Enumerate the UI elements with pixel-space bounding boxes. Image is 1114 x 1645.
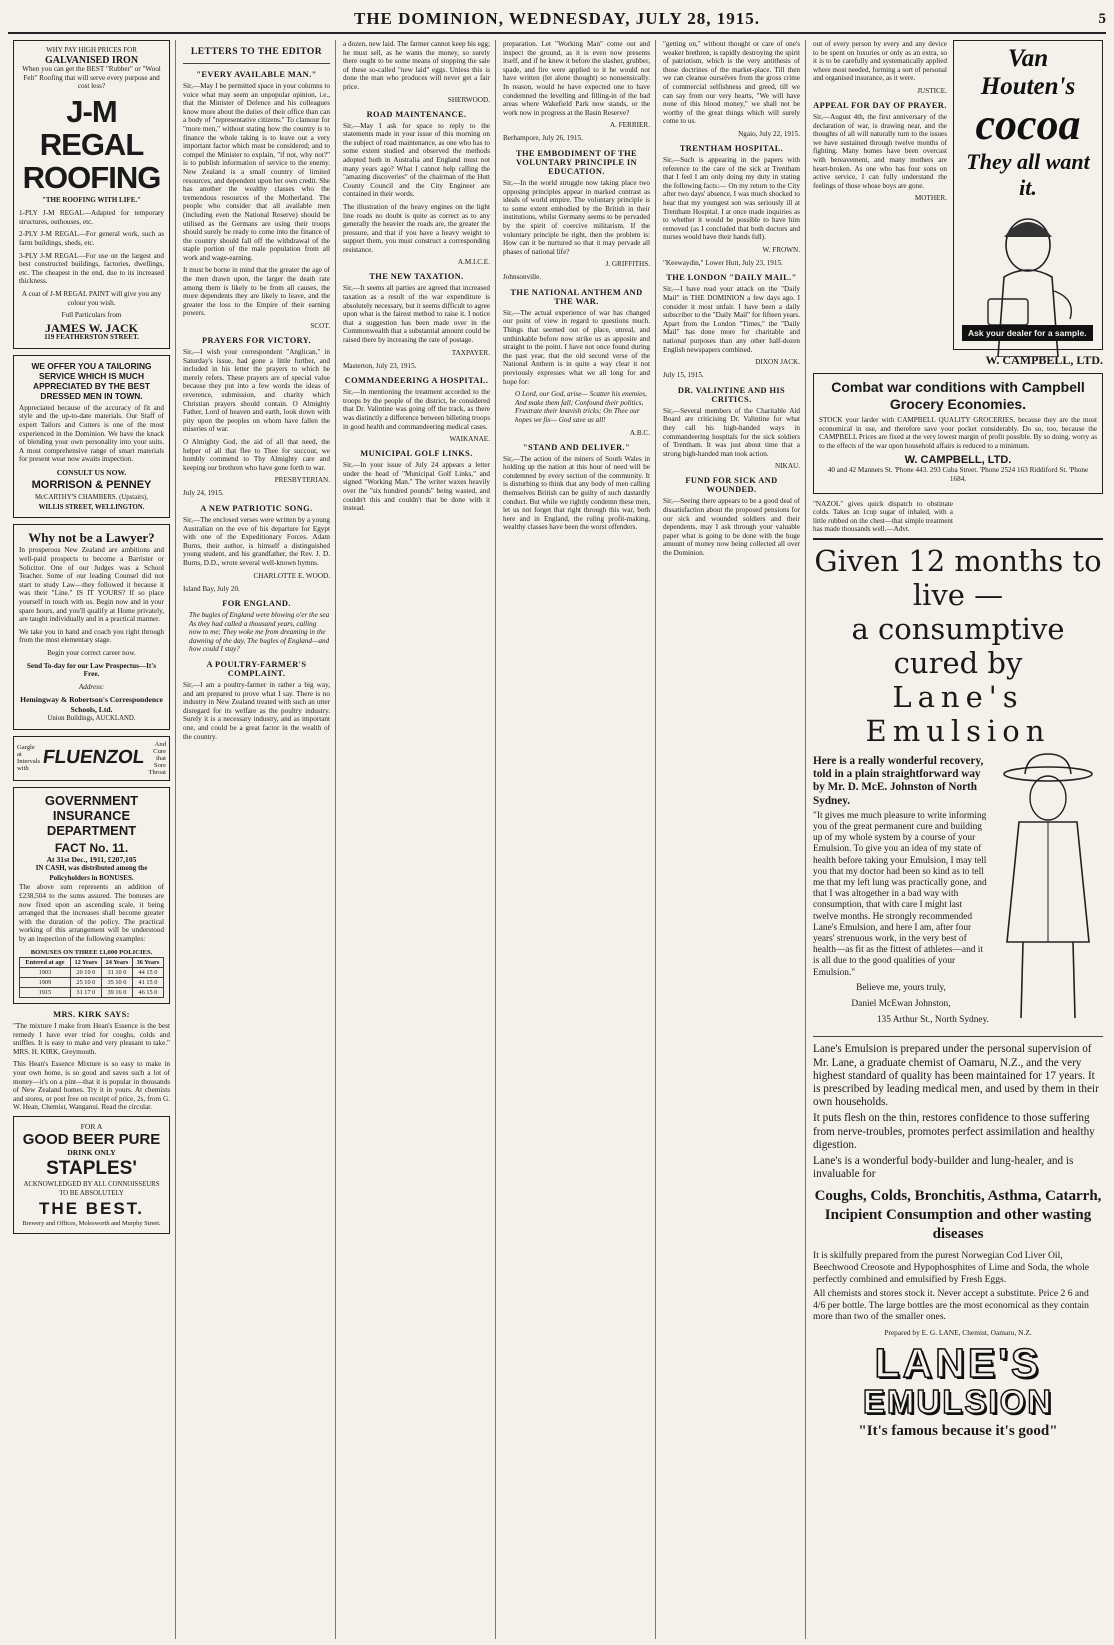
ad-tailor-chambers: McCARTHY'S CHAMBERS. (Upstairs), (35, 494, 148, 502)
ad-lawyer (13, 524, 170, 729)
ad-lane-logo1: LANE'S (874, 1340, 1042, 1387)
column-1-ads (8, 40, 176, 1639)
letter-body: Sir,—Several members of the Charitable Aid Board are criticising Dr. Valintine for what they call his high-handed ways in commandeering hospitals for the sick soldiers of Trentham. It was just about time that a strong high-handed man took action. (663, 406, 800, 458)
ad-lane-h3: Lane's Emulsion (865, 679, 1051, 748)
ad-kirk-body2: This Hean's Essence Mixture is so easy to make in your own home, is so good and saves such a lot of money—it's on a pint—that it is popular in thousands of New Zealand homes. Try it in yours. At chemists and stores, or post free on receipt of price, 2s, from G. W. Hean, Chemist, Wanganui. Read the circular. (13, 1060, 170, 1112)
letter-title: APPEAL FOR DAY OF PRAYER. (813, 100, 947, 110)
letter-signature: A.M.I.C.E. (457, 258, 490, 267)
section-heading-letters: LETTERS TO THE EDITOR (190, 46, 323, 57)
column-4-letters (498, 40, 656, 1639)
ad-lawyer-auck: Union Buildings, AUCKLAND. (47, 715, 136, 723)
ad-lane-p3: Lane's is a wonderful body-builder and lung-healer, and is invaluable for (813, 1155, 1074, 1181)
letter-body: Sir,—May I ask for space to reply to the statements made in your issue of this morning on the subject of road maintenance, as one who has to some extent studied and observed the methods adopted both in Australia and England must not many years ago? What I cannot help calling the "amazing discoveries" of the chairman of the Hutt County Council and the City Engineer are contained in their words. (343, 121, 490, 199)
letter-body: Sir,—May I be permitted space in your columns to voice what may seem an unpopular opinion, i.e., that the Minister of Defence and his colleagues know more about the duties of their office than can a body of "representative citizens." To clamour for "more men," without stating how the country is to finance the whole taking is to leave out a very important factor which must be considered; and to compel the Minister to explain, "if not, why not?" is to publish information of service to the enemy. New Zealand is a small country of limited resources, and dependent upon her own credit. She has another the wealthy classes who the tremendous resources of the Motherland. The people who consider that all available men (including even the National Reserve) should be utilised as the Germans are using their troops should surely be ready to come into the finance of the country should fall off the withdrawal of the staple portion of the male population from all work and wage-earning. (183, 82, 330, 262)
letter-body: Sir,—I wish your correspondent "Anglican," in Saturday's issue, had gone a little further, and included in his letter the prayers to which he merely refers. These prayers are of special value because they put into a few words the ideas of reverence, submission, and charity which Christian prayers should contain. O Almighty Father, Lord of heaven and earth, look down with pity upon the peoples on whom have fallen the miseries of war. (183, 348, 330, 434)
table-row (20, 978, 164, 988)
top-right-block (813, 40, 1103, 350)
ad-lane-testimonial (813, 752, 1103, 1030)
column-2-letters (178, 40, 336, 1639)
ad-hean-essence (13, 1010, 170, 1112)
ad-fluenzol (13, 736, 170, 781)
ad-jm-agent: JAMES W. JACK (44, 320, 139, 335)
ad-gov-date: At 31st Dec., 1911, £207,105 (46, 854, 137, 864)
table-cell: 1909 (20, 978, 71, 988)
ad-jm-particulars: Full Particulars from (61, 311, 122, 320)
ad-gov-sub: IN CASH, was distributed among the Policyholders in BONUSES. (35, 864, 148, 882)
letter-title: THE NATIONAL ANTHEM AND THE WAR. (510, 287, 643, 306)
ad-camp-body: STOCK your larder with CAMPBELL QUALITY GROCERIES, because they are the most economical in use, and therefore save your pocket considerably. Do so, too, because the CAMPBELL Prices are fixed at the very lowest margin of profit possible. By so doing, worry as to the effects of the war upon household affairs is reduced to a minimum. (819, 416, 1097, 450)
ad-vh-dealer: Ask your dealer for a sample. (962, 325, 1093, 341)
table-cell: 35 10 0 (101, 978, 132, 988)
ad-lane-man-illustration (993, 752, 1103, 1022)
ad-beer-ack: ACKNOWLEDGED BY ALL CONNOISSEURS TO BE ABSOLUTELY (23, 1180, 160, 1198)
ad-gov-body: The above sum represents an addition of £238,504 to the sums assured. The bonuses are now fixed upon an ascending scale, it being arranged that the increases shall become greater with the duration of the policy. The practical working of this arrangement will be understood by an inspection of the following examples: (19, 883, 164, 943)
ad-jm-address: 119 FEATHERSTON STREET. (44, 333, 139, 342)
masthead-title: THE DOMINION, WEDNESDAY, JULY 28, 1915. (354, 9, 760, 28)
poem-text: The bugles of England were blowing o'er the sea As they had called a thousand years, calling now to me; They woke me from dreaming in the dawning of the day, The bugles of England—and how could I stay? (189, 611, 330, 654)
ad-lane-logo2: EMULSION (862, 1383, 1054, 1421)
letter-date: July 24, 1915. (183, 489, 224, 498)
poem-title: FOR ENGLAND. (222, 599, 291, 609)
letter-signature: NIKAU. (775, 462, 800, 471)
ad-lanes-emulsion (813, 538, 1103, 1440)
letter-signature: TAXPAYER. (451, 348, 490, 357)
table-cell: 20 10 0 (70, 968, 101, 978)
column-3-letters (338, 40, 496, 1639)
ad-jm-item-1: 1-PLY J-M REGAL—Adapted for temporary structures, outhouses, etc. (19, 209, 164, 226)
ad-tailor-consult: CONSULT US NOW. (56, 467, 127, 477)
ad-lane-prepared: Prepared by E. G. LANE, Chemist, Oamaru, N.Z. (884, 1328, 1032, 1337)
table-cell: 31 10 0 (101, 968, 132, 978)
letter-body: out of every person by every and any device to be spent on luxuries or only as an extra, so it is to be carefully and systematically applied where most needed, forming a sort of personal and organised insurance, as it were. (813, 40, 947, 83)
ad-gov-fact: FACT No. 11. (54, 840, 129, 855)
ad-tailor-firm: MORRISON & PENNEY (31, 479, 152, 492)
ad-van-houten (953, 40, 1103, 350)
ad-lawyer-school: Hemingway & Robertson's Correspondence Schools, Ltd. (20, 695, 163, 714)
ad-gov-head: GOVERNMENT INSURANCE DEPARTMENT (44, 792, 139, 838)
letter-date: July 15, 1915. (663, 371, 704, 380)
letter-title: COMMANDEERING A HOSPITAL. (344, 376, 489, 386)
page-number: 5 (1098, 10, 1106, 27)
ad-kirk-body: "The mixture I make from Hean's Essence is the best remedy I have ever tried for coughs, colds and sniffles. It is easy to make and very pleasant to take." MRS. H. KIRK, Greymouth. (13, 1022, 170, 1056)
ad-jm-intro: When you can get the BEST "Rubber" or "Wool Felt" Roofing that will serve every purpose and cost less? (22, 65, 161, 91)
ad-vh-name: Van Houten's (980, 45, 1076, 100)
letter-body: Sir,—I am a poultry-farmer in rather a big way, and am prepared to prove what I say. There is no industry in New Zealand treated with such an utter disregard for its welfare as the poultry industry. Surely it is a necessary industry, and as important one, and could be a great factor in the wealth of the country. (183, 681, 330, 741)
table-cell: 41 15 0 (132, 978, 163, 988)
ad-vh-product: cocoa (975, 100, 1081, 149)
ad-gov-th: 36 Years (132, 958, 163, 968)
letter-title: DR. VALINTINE AND HIS CRITICS. (677, 385, 786, 404)
ad-tailor-head: WE OFFER YOU A TAILORING SERVICE WHICH IS MUCH APPRECIATED BY THE BEST DRESSED MEN IN TOWN. (31, 360, 152, 401)
ad-beer-for: FOR A (80, 1121, 103, 1131)
ad-lawyer-body: In prosperous New Zealand are ambitions and well-paid prospects to become a Barrister or Solicitor. One of our Judges was a School Teacher. Some of our leading Counsel did not start to study Law—they followed it because it was their "Line." IS IT YOURS? If so place yourself in touch with us. Begin now and in your spare hours, and you'll qualify at Home privately, are taught individually and in a practical manner. (19, 546, 164, 624)
ad-fluenzol-left: Gargle at Intervals with (17, 744, 41, 773)
ad-lane-believe: Believe me, yours truly, (856, 982, 946, 993)
letter-body: Sir,—The actual experience of war has changed our point of view in regard to questions much. Things that seemed out of place, unreal, and unthinkable before now strike us as apposite and straight to the point. I have not once found during the past year, that the old second verse of the National Anthem is in quite a way clear it not previously expresses what we all long for and hope for: (503, 308, 650, 386)
letter-signature: A. FERRIER. (609, 121, 650, 130)
ad-beer-addr: Brewery and Offices, Molesworth and Murphy Street. (22, 1219, 161, 1227)
table-row (20, 968, 164, 978)
letter-signature: W. FROWN. (762, 245, 800, 254)
ad-lane-list: Coughs, Colds, Bronchitis, Asthma, Catarrh, Incipient Consumption and other wasting diseases (814, 1188, 1102, 1243)
letter-title: ROAD MAINTENANCE. (366, 109, 467, 119)
ad-gov-th: Entered at age (20, 958, 71, 968)
ad-jm-paint: A coat of J-M REGAL PAINT will give you any colour you wish. (21, 290, 162, 307)
anthem-verse: O Lord, our God, arise— Scatter his enemies, And make them fall; Confound their politics, Frustrate their knavish tricks; On Thee our hopes we fix— God save us all! (515, 390, 647, 424)
ad-gov-th: 24 Years (101, 958, 132, 968)
masthead (8, 6, 1106, 34)
letter-title: A POULTRY-FARMER'S COMPLAINT. (206, 660, 307, 679)
letter-signature: A.B.C. (629, 428, 650, 437)
letter-title: PRAYERS FOR VICTORY. (202, 336, 311, 346)
ad-campbell (813, 373, 1103, 494)
table-cell: 39 16 0 (101, 988, 132, 998)
table-row (20, 988, 164, 998)
letter-body: Sir,—It seems all parties are agreed that increased taxation as a result of the war expenditure is absolutely necessary, but it seems difficult to agree upon what is the fairest method to raise it. I notice that a suggestion has been made over in the Commonwealth that a substantial amount could be raised there by increasing the rate of postage. (343, 284, 490, 345)
ad-lane-p1: Lane's Emulsion is prepared under the personal supervision of Mr. Lane, a graduate chemist of Oamaru, N.Z., and the very highest standard of quality has been maintained for 17 years. It is prescribed by leading medical men, and used by them in their own households. (813, 1043, 1099, 1109)
ad-jm-title: J-M REGAL ROOFING (22, 93, 161, 195)
letter-signature: SHERWOOD. (447, 95, 490, 104)
ad-beer-best: THE BEST. (39, 1198, 144, 1218)
ad-lawyer-enrol: We take you in hand and coach you right through from the most elementary stage. (19, 627, 164, 645)
letter-body: Sir,—Seeing there appears to be a good deal of dissatisfaction about the proposed pensions for our sick and wounded soldiers and their dependents, may I ask through your valuable paper what is going to be done with the huge amount of money now being collected all over the Dominion. (663, 497, 800, 557)
letter-place: Island Bay, July 20. (183, 584, 240, 593)
column-6-ads (808, 40, 1108, 1639)
ad-kirk-head: MRS. KIRK SAYS: (53, 1010, 130, 1020)
ad-fluenzol-right: And Cure that Sore Throat (148, 740, 166, 776)
letter-signature: PRESBYTERIAN. (274, 476, 330, 485)
ad-jm-top: WHY PAY HIGH PRICES FOR (46, 46, 137, 54)
letter-signature: Ngaio, July 22, 1915. (738, 129, 800, 138)
ad-lane-intro: Here is a really wonderful recovery, told in a plain straightforward way by Mr. D. McE. Johnston of North Sydney. (813, 754, 984, 807)
table-cell: 1915 (20, 988, 71, 998)
ad-lane-p2: It puts flesh on the thin, restores confidence to those suffering from nerve-troubles, promotes perfect assimilation and healthy digestion. (813, 1112, 1095, 1151)
letter-body: Sir,—August 4th, the first anniversary of the declaration of war, is drawing near, and the thoughts of all will naturally turn to the issues we have sustained through twelve months of fighting. Many homes have been overcast with bereavement, and many mothers are heart-broken. As one who has four sons on active service, I can fully understand the feelings of those whose boys are gone. (813, 112, 947, 190)
letter-title: TRENTHAM HOSPITAL. (679, 143, 784, 153)
letter-body: "getting on," without thought or care of one's weaker brethren, is rapidly destroying the spirit of patriotism, which is the very antithesis of those doctrines of the market-place. Till then we can cleanse ourselves from the gross crime of commercial selfishness and greed, till we can say from our very hearts, "We will have none of this blood money," we shall not be worthy of the great things which will surely come to us. (663, 40, 800, 126)
ad-gov-table (19, 957, 164, 998)
table-cell: 44 15 0 (132, 968, 163, 978)
ad-lawyer-head: Why not be a Lawyer? (28, 530, 155, 546)
ad-lane-addr: 135 Arthur St., North Sydney. (876, 1015, 989, 1026)
letter-place: Johnsonville. (503, 273, 542, 282)
letter-body: Sir,—I have read your attack on the "Daily Mail" in THE DOMINION a few days ago. I consider it most unfair. I have been a daily subscriber to the "Daily Mail" for fifteen years. Apart from the London "Times," the "Daily Mail" has done more for charitable and national purposes than any other half-dozen English newspapers combined. (663, 285, 800, 354)
letter-title: THE NEW TAXATION. (369, 272, 464, 282)
misc-letters (813, 40, 947, 350)
ad-jm-item-3: 3-PLY J-M REGAL—For use on the largest and best constructed buildings, factories, dwellings, etc. The cheapest in the end, due to its increased thickness. (19, 251, 164, 286)
ad-nazol: "NAZOL" gives quick dispatch to obstinate colds. Takes an 1cup sugar of inhaled, with a little rubbed on the chest—that simple treatment has made thousands well.—Advt. (813, 499, 953, 534)
ad-beer-good: GOOD BEER PURE (22, 1131, 161, 1149)
ad-jm-regal (13, 40, 170, 349)
letter-title: FUND FOR SICK AND WOUNDED. (685, 476, 778, 495)
letter-title: "STAND AND DELIVER." (522, 442, 631, 452)
ad-vh-tagline: They all want it. (966, 149, 1090, 200)
letter-body: Sir,—The enclosed verses were written by a young Australian on the eve of his departure for Egypt with one of the Expeditionary Forces. Adam Burns, their author, is himself a distinguished young student, and his grandfather, the Rev. J. D. Burns, D.D., wrote several well-known hymns. (183, 515, 330, 567)
ad-morrison-penney (13, 355, 170, 519)
table-cell: 31 17 0 (70, 988, 101, 998)
letter-signature: CHARLOTTE E. WOOD. (253, 571, 330, 580)
ad-lane-tag: "It's famous because it's good" (858, 1423, 1058, 1440)
letter-title: "EVERY AVAILABLE MAN." (196, 70, 317, 79)
letter-body: a dozen, new laid. The farmer cannot keep his egg; he must sell, as he wants the money, so surely there ought to be some means of stopping the sale of these so-called "new laid" eggs. Unless this is done the man who produces will never get a fair price. (343, 40, 490, 91)
ad-tailor-body: Appreciated because of the accuracy of fit and style and the up-to-date materials. Our Staff of expert Tailors and Cutters is one of the most experienced in the Dominion. We have the knack of blending your own personality into your suits. A most comprehensive range of smart materials for present wear now awaits inspection. (19, 403, 164, 464)
letter-body: Sir,—In the world struggle now taking place two opposing principles appear in marked contrast as ideals of world empire. The voluntary principle is to some extent embodied by the British in their institutions, whilst Germany seems to be pervaded by the spirit of coercive militarism. If the voluntary principle be right, then the problem is: How can it be nurtured so that it may pervade all phases of national life? (503, 178, 650, 256)
letter-title: THE LONDON "DAILY MAIL." (666, 273, 797, 283)
ad-tailor-street: WILLIS STREET, WELLINGTON. (38, 503, 145, 511)
ad-gov-caption: BONUSES ON THREE £1,000 POLICIES. (30, 948, 153, 956)
ad-gov-insurance (13, 787, 170, 1004)
ad-jm-tagline: "THE ROOFING WITH LIFE." (41, 195, 142, 204)
ad-lane-h1: Given 12 months to live — (814, 543, 1102, 612)
letter-signature: SCOT. (310, 322, 330, 331)
table-cell: 25 10 0 (70, 978, 101, 988)
letter-title: A NEW PATRIOTIC SONG. (200, 503, 313, 513)
letter-signature: MOTHER. (914, 194, 947, 203)
table-cell: 1903 (20, 968, 71, 978)
letter-body: Sir,—Such is appearing in the papers with reference to the care of the sick at Trentham that I feel I am only doing my duty in stating the following facts:— On my return to the City after two days' absence, I was much shocked to hear that my youngest son was seriously ill at Trentham Hospital. I at once made inquiries as to whether it would be possible to have him removed (as I concluded that both doctors and nurses would have their hands full). (663, 155, 800, 242)
letter-place: Berhampore, July 26, 1915. (503, 134, 583, 143)
letter-signature: WAIKANAE. (449, 435, 490, 444)
ad-beer-staples: STAPLES' (46, 1157, 137, 1179)
ad-gov-th: 12 Years (70, 958, 101, 968)
ad-lawyer-begin: Begin your correct career now. (47, 649, 136, 657)
letter-place: "Keewaydin," Lower Hutt, July 23, 1915. (663, 258, 783, 267)
campbell-sign-top: W. CAMPBELL, LTD. (985, 353, 1103, 367)
letter-body: The illustration of the heavy engines on the light line roads no doubt is quite as correct as to any generally the heavier the roads are, the greater the pressure, and that if you have a heavy weight to support them, you must construct a corresponding resistance. (343, 202, 490, 254)
letter-body: preparation. Let "Working Man" come out and inspect the ground, as it is even now presents itself, and if he knew it before the slasher, grubber, spade, and fire were applied to it he would not have written (let alone thought) so nonsensically. In reason, would he have expected one to have condemned the levelling and filling-in of the bad areas where Wakefield Park now stands, or the work now in progress at the Basin Reserve? (503, 40, 650, 117)
ad-lane-p5: All chemists and stores stock it. Never accept a substitute. Price 2 6 and 4/6 per bottle. The large bottles are the most economical as they contain more than two of the smaller ones. (813, 1288, 1089, 1323)
ad-jm-galv: GALVANISED IRON (44, 54, 139, 66)
letter-body: O Almighty God, the aid of all that need, the helper of all that flee to Thee for succour, we humbly commend to Thy Almighty care and keeping our brethren who have gone forth to war. (183, 437, 330, 472)
letter-body: It must be borne in mind that the greater the age of the men drawn upon, the larger the death rate among them is likely to be from all causes, the more dependents they are likely to leave, and the greater the loss to the Empire of their earning powers. (183, 266, 330, 318)
letter-body: Sir,—In mentioning the treatment accorded to the troops by the people of the district, he considered that Dr. Valintine was going off the track, as there was distinctly a difference between billeting troops in good health and commandeering medical cases. (343, 388, 490, 431)
letter-body: Sir,—The action of the miners of South Wales in holding up the nation at this hour of need will be condemned by every section of the community. It is disturbing to think that any body of men calling themselves British can be guilty of such dastardly conduct. But while we rightly condemn these men, let us not forget that right through this war, both here and in England, the ruling profit-making, wealthy classes have been the worst offenders. (503, 454, 650, 532)
letter-signature: JUSTICE. (917, 86, 947, 95)
ad-lane-h2: a consumptive cured by (851, 611, 1065, 680)
letter-body: Sir,—In your issue of July 24 appears a letter under the head of "Municipal Golf Links," and signed "Working Man." The writer waxes heavily over the "six hundred pounds" being wasted, and couldn't this and couldn't that be done with it instead. (343, 461, 490, 513)
ad-jm-item-2: 2-PLY J-M REGAL—For general work, such as farm buildings, sheds, etc. (19, 230, 164, 248)
letter-signature: J. GRIFFITHS. (605, 260, 650, 269)
ad-lane-p4: It is skilfully prepared from the purest Norwegian Cod Liver Oil, Beechwood Creosote and Hypophosphites of Lime and Soda, the whole perfectly combined and emulsified by Fresh Eggs. (813, 1250, 1090, 1285)
ad-camp-head: Combat war conditions with Campbell Grocery Economies. (831, 379, 1085, 412)
letter-title: MUNICIPAL GOLF LINKS. (360, 449, 473, 459)
ad-lane-quote: "It gives me much pleasure to write informing you of the great permanent cure and building up of my whole system by a course of your Emulsion. To give you an idea of my state of health before taking your Emulsion, I may tell you that my doctor had been so kind as to tell me that my left lung was practically gone, and that I was altogether in a bad way with consumption, that with care I might last twelve months. He strongly recommended Lane's Emulsion, and here I am, after four years' strenuous work, in the very best of health—as fit as the fittest of athletes—and it is all due to the good qualities of your Emulsion." (813, 810, 987, 978)
ad-lane-logo (813, 1342, 1103, 1440)
ad-lane-name: Daniel McEwan Johnston, (851, 999, 951, 1009)
ad-lawyer-send: Send To-day for our Law Prospectus—It's Free. (26, 661, 157, 679)
ad-camp-addr: 40 and 42 Manners St. 'Phone 443. 293 Cuba Street. 'Phone 2524 163 Riddiford St. 'Phone 1684. (827, 466, 1089, 483)
column-5-letters (658, 40, 806, 1639)
letter-place: Masterton, July 23, 1915. (343, 361, 417, 370)
ad-lane-text (813, 752, 989, 1030)
ad-beer-drink: DRINK ONLY (67, 1148, 116, 1158)
ad-fluenzol-name: FLUENZOL (41, 747, 146, 769)
ad-staples-beer (13, 1116, 170, 1235)
table-cell: 46 15 0 (132, 988, 163, 998)
ad-camp-firm: W. CAMPBELL, LTD. (904, 454, 1012, 467)
letter-signature: DIXON JACK. (755, 358, 800, 367)
letter-title: THE EMBODIMENT OF THE VOLUNTARY PRINCIPLE IN EDUCATION. (515, 148, 638, 176)
ad-lawyer-address-label: Address: (78, 682, 105, 691)
